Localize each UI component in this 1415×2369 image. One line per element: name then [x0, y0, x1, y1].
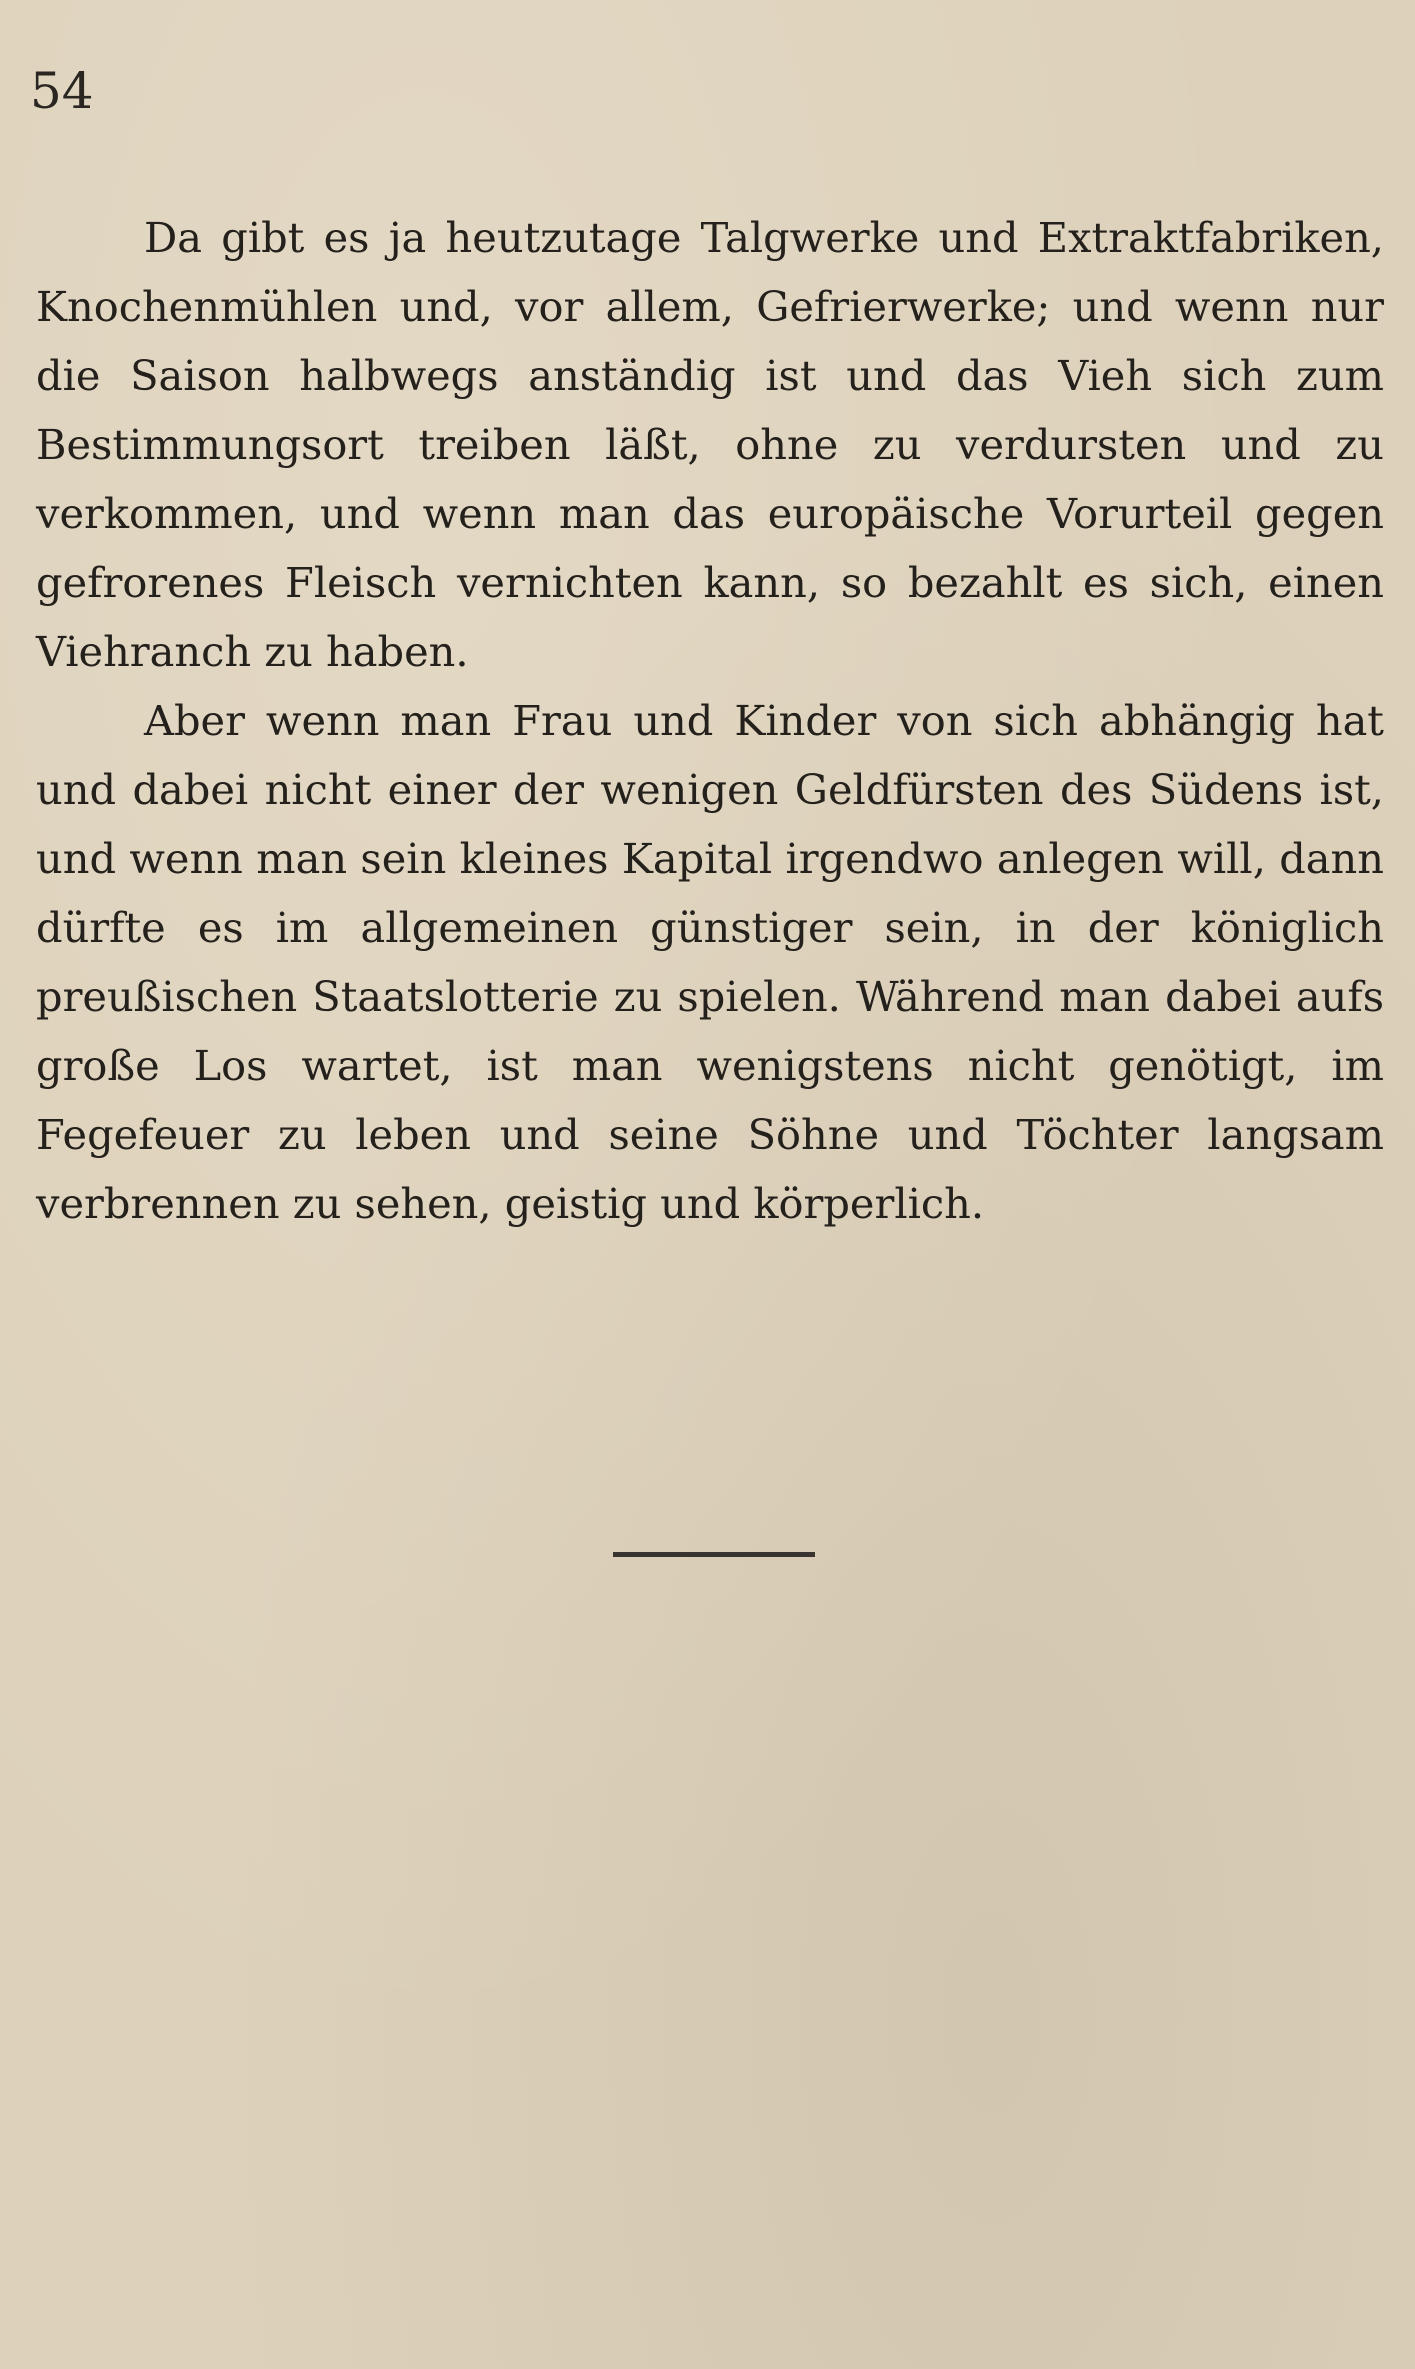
section-divider: [613, 1552, 815, 1557]
paragraph: Da gibt es ja heutzutage Talgwerke und Extraktfabriken, Knochenmühlen und, vor allem, Gefrierwerke; und wenn nur die Saison halbwegs anständig ist und das Vieh sich zum Bestimmungsort treiben läßt, ohne zu verdursten und zu verkommen, und wenn man das europäische Vorurteil gegen gefrorenes Fleisch vernichten kann, so bezahlt es sich, einen Viehranch zu haben.: [36, 213, 1384, 676]
body-text: [36, 203, 1384, 1238]
page-number: 54: [30, 62, 94, 120]
paragraph: Aber wenn man Frau und Kinder von sich abhängig hat und dabei nicht einer der wenigen Geldfürsten des Südens ist, und wenn man sein kleines Kapital irgendwo anlegen will, dann dürfte es im allgemeinen günstiger sein, in der königlich preußischen Staatslotterie zu spielen. Während man dabei aufs große Los wartet, ist man wenigstens nicht genötigt, im Fegefeuer zu leben und seine Söhne und Töchter langsam verbrennen zu sehen, geistig und körperlich.: [36, 696, 1384, 1228]
